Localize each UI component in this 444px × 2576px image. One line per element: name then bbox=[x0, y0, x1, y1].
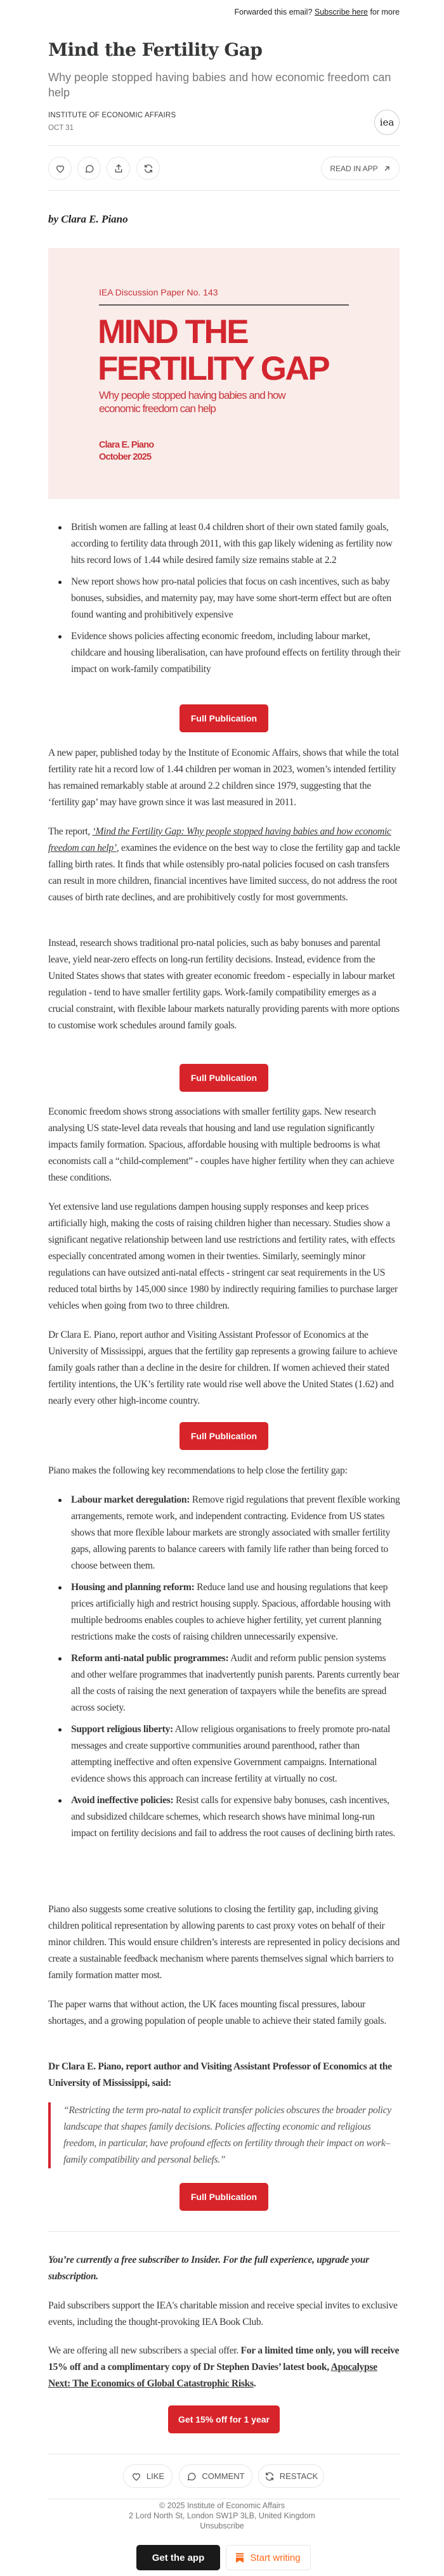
summary-list bbox=[48, 519, 401, 683]
paragraph: Piano also suggests some creative solutions to closing the fertility gap, including giving children political representation by allowing parents to cast proxy votes on behalf of their minor children. This would ensure children’s interests are represented in policy decisions and create a sustainable feedback mechanism where parents themselves signal which barriers to family formation matter most. bbox=[48, 1904, 400, 1981]
comment-button[interactable] bbox=[77, 157, 101, 180]
full-publication-button[interactable]: Full Publication bbox=[180, 1422, 268, 1450]
list-item: New report shows how pro-natal policies that focus on cash incentives, such as baby bonuses, subsidies, and maternity pay, may have some short-term effect but are often found wanting and prohibitively expensive bbox=[48, 574, 401, 623]
recommendation-text: Allow religious organisations to freely promote pro-natal messages and create supportive communities around parenthood, rather than attempting ineffective and often expensive Government campaigns. International evidence shows this approach can increase fertility at virtually no cost. bbox=[71, 1724, 391, 1784]
list-item: British women are falling at least 0.4 children short of their own stated family goals, according to fertility data through 2011, with this gap likely widening as fertility now hits record lows of 1.44 while desired family size remains stable at 2.2 bbox=[48, 519, 401, 569]
subscribe-link[interactable]: Subscribe here bbox=[314, 8, 368, 16]
cover-rule bbox=[99, 304, 349, 306]
cover-date: October 2025 bbox=[99, 452, 152, 462]
read-in-app-label: READ IN APP bbox=[330, 164, 378, 173]
paragraph: Instead, research shows traditional pro-natal policies, such as baby bonuses and parental leave, yield near-zero effects on long-run fertility decisions. Instead, evidence from the United States shows that states with greater economic freedom - especially in labour market regulation - tend to have smaller fertility gaps. Work-family compatibility emerges as a crucial constraint, with flexible labour markets naturally providing parents with more options to customise work schedules around family goals. bbox=[48, 938, 400, 1031]
blockquote: “Restricting the term pro-natal to explicit transfer policies obscures the broader policy landscape that shapes family decisions. Policies affecting economic and religious freedom, in particular, have profound effects on fertility through their impact on work–family compatibility and personal beliefs.” bbox=[48, 2102, 401, 2168]
book-link[interactable]: Apocalypse Next: The Economics of Global Catastrophic Risks bbox=[48, 2362, 377, 2389]
like-button[interactable] bbox=[48, 157, 72, 180]
list-item bbox=[48, 1721, 401, 1787]
divider bbox=[48, 2231, 400, 2232]
comment-label: COMMENT bbox=[202, 2471, 245, 2481]
full-publication-button[interactable]: Full Publication bbox=[180, 704, 268, 732]
read-in-app-button[interactable] bbox=[321, 157, 400, 180]
list-item bbox=[48, 1579, 401, 1645]
quote-attribution: Dr Clara E. Piano, report author and Visiting Assistant Professor of Economics at the University of Mississippi, said: bbox=[48, 2061, 392, 2088]
forwarded-text: Forwarded this email? bbox=[234, 8, 313, 16]
divider bbox=[48, 190, 400, 191]
paragraph bbox=[48, 824, 401, 906]
recommendations-list bbox=[48, 1492, 401, 1847]
unsubscribe-link[interactable]: Unsubscribe bbox=[200, 2521, 244, 2530]
text: , examines the evidence on the best way to close the fertility gap and tackle falling birth rates. It finds that while ostensibly pro-natal policies focused on cash transfers can result in more children, financial incentives have limited success, do not address the root causes of birth rate declines, and are prohibitively costly for most governments. bbox=[48, 843, 400, 903]
post-date: OCT 31 bbox=[48, 124, 74, 132]
restack-label: RESTACK bbox=[279, 2471, 318, 2481]
offer-paragraph bbox=[48, 2343, 401, 2392]
text: The report, bbox=[48, 826, 93, 837]
start-writing-label: Start writing bbox=[250, 2552, 301, 2563]
byline: by Clara E. Piano bbox=[48, 213, 128, 225]
publication-avatar[interactable]: iea bbox=[374, 110, 400, 135]
restack-icon bbox=[264, 2471, 275, 2482]
comment-icon bbox=[186, 2471, 197, 2482]
recommendation-title: Avoid ineffective policies: bbox=[71, 1795, 174, 1806]
forwarded-notice bbox=[234, 8, 400, 16]
comment-icon bbox=[84, 164, 95, 174]
get-app-button[interactable]: Get the app bbox=[136, 2545, 220, 2570]
offer-bold: For a limited time only, you will receive 15% off and a complimentary copy of Dr Stephen Davies’ latest book, bbox=[48, 2345, 400, 2372]
text: We are offering all new subscribers a special offer. bbox=[48, 2345, 241, 2356]
cover-title bbox=[98, 314, 329, 387]
start-writing-button[interactable] bbox=[226, 2545, 311, 2570]
publication-name[interactable]: INSTITUTE OF ECONOMIC AFFAIRS bbox=[48, 112, 176, 119]
recommendation-title: Labour market deregulation: bbox=[71, 1494, 190, 1505]
cover-title-line: FERTILITY GAP bbox=[98, 350, 329, 387]
recommendation-text: Resist calls for expensive baby bonuses, cash incentives, and subsidized childcare schemes, which research shows have minimal long-run impact on fertility decisions and fail to address the root causes of declining birth rates. bbox=[71, 1795, 395, 1839]
substack-logo-icon bbox=[236, 2553, 244, 2563]
text: . bbox=[253, 2378, 256, 2389]
post-subtitle: Why people stopped having babies and how economic freedom can help bbox=[48, 71, 391, 99]
recommendation-text: Reduce land use and housing regulations that keep prices artificially high and restrict housing supply. Spacious, affordable housing with multiple bedrooms enables couples to achieve higher fertility, yet current planning restrictions make the costs of raising children unnecessarily expensive. bbox=[71, 1582, 391, 1642]
cover-image[interactable] bbox=[48, 248, 400, 499]
cover-title-line: MIND THE bbox=[98, 313, 248, 351]
like-label: LIKE bbox=[146, 2471, 165, 2481]
cover-author-name: Clara E. Piano bbox=[99, 440, 154, 450]
paragraph: The paper warns that without action, the UK faces mounting fiscal pressures, labour shortages, and a growing population of people unable to achieve their stated family goals. bbox=[48, 1999, 386, 2026]
restack-button[interactable] bbox=[258, 2464, 324, 2488]
recommendation-text: Audit and reform public pension systems and other welfare programmes that inadvertently punish parents. Parents currently bear all the costs of raising the next generation of taxpayers while the benefits are spread across society. bbox=[71, 1653, 400, 1713]
heart-icon bbox=[55, 164, 65, 174]
report-link[interactable]: ‘Mind the Fertility Gap: Why people stopped having babies and how economic freedom can help’ bbox=[48, 826, 391, 853]
list-item bbox=[48, 1650, 401, 1716]
full-publication-button[interactable]: Full Publication bbox=[180, 1064, 268, 1092]
paragraph: Economic freedom shows strong associations with smaller fertility gaps. New research analysing US state-level data reveals that housing and land use regulation significantly impacts family formation. Spacious, affordable housing with multiple bedrooms is what economists call a “child-complement” - couples have higher fertility when they can achieve these conditions. bbox=[48, 1106, 395, 1183]
restack-button[interactable] bbox=[136, 157, 160, 180]
cover-subtitle: Why people stopped having babies and how economic freedom can help bbox=[99, 389, 285, 415]
forwarded-suffix: for more bbox=[370, 8, 400, 16]
footer-copyright: © 2025 Institute of Economic Affairs bbox=[159, 2501, 285, 2510]
restack-icon bbox=[143, 164, 153, 174]
recommendation-title: Reform anti-natal public programmes: bbox=[71, 1653, 229, 1664]
divider bbox=[48, 145, 400, 146]
paragraph: Piano makes the following key recommendations to help close the fertility gap: bbox=[48, 1465, 348, 1476]
cover-series: IEA Discussion Paper No. 143 bbox=[99, 287, 218, 297]
recommendation-text: Remove rigid regulations that prevent flexible working arrangements, remote work, and independent contracting. Evidence from US states shows that more flexible labour markets are strongly associated with smaller fertility gaps, allowing parents to balance careers with family life rather than being forced to choose between them. bbox=[71, 1494, 400, 1571]
list-item: Evidence shows policies affecting economic freedom, including labour market, childcare and housing liberalisation, can have profound effects on fertility through their impact on work-family compatibility bbox=[48, 628, 401, 678]
list-item bbox=[48, 1492, 401, 1574]
like-button[interactable] bbox=[123, 2464, 173, 2488]
recommendation-title: Support religious liberty: bbox=[71, 1724, 173, 1735]
heart-icon bbox=[131, 2471, 141, 2482]
arrow-up-right-icon bbox=[383, 165, 391, 172]
share-button[interactable] bbox=[107, 157, 130, 180]
recommendation-title: Housing and planning reform: bbox=[71, 1582, 195, 1593]
free-subscriber-note: You’re currently a free subscriber to Insider. For the full experience, upgrade your subscription. bbox=[48, 2255, 369, 2282]
footer-address: 2 Lord North St, London SW1P 3LB, United Kingdom bbox=[129, 2511, 315, 2520]
discount-subscribe-button[interactable]: Get 15% off for 1 year bbox=[168, 2405, 280, 2433]
full-publication-button[interactable]: Full Publication bbox=[180, 2183, 268, 2211]
paragraph: A new paper, published today by the Institute of Economic Affairs, shows that while the total fertility rate hit a record low of 1.44 children per woman in 2023, women’s intended fertility has remained remarkably stable at around 2.2 children since 1979, suggesting that the ‘fertility gap’ may have grown since it was last measured in 2011. bbox=[48, 748, 399, 808]
cover-author bbox=[99, 439, 153, 463]
comment-button[interactable] bbox=[179, 2464, 252, 2488]
paragraph: Dr Clara E. Piano, report author and Visiting Assistant Professor of Economics at the University of Mississippi, argues that the fertility gap represents a growing failure to achieve family goals rather than a decline in the desire for children. If women achieved their stated fertility intentions, the UK’s fertility rate would rise well above the United States (1.62) and nearly every other high-income country. bbox=[48, 1330, 398, 1406]
list-item bbox=[48, 1792, 401, 1842]
paragraph: Yet extensive land use regulations dampen housing supply responses and keep prices artificially high, making the costs of raising children higher than necessary. Studies show a significant negative relationship between land use restrictions and fertility rates, with effects especially concentrated among women in their twenties. Similarly, seemingly minor regulations can have outsized anti-natal effects - stringent car seat requirements in the US reduced total births by 145,000 since 1980 by indirectly requiring families to purchase larger vehicles when going from two to three children. bbox=[48, 1201, 398, 1311]
share-icon bbox=[114, 164, 124, 174]
post-title: Mind the Fertility Gap bbox=[48, 39, 263, 60]
paid-subscriber-note: Paid subscribers support the IEA's charitable mission and receive special invites to exclusive events, including the thought-provoking IEA Book Club. bbox=[48, 2300, 398, 2327]
